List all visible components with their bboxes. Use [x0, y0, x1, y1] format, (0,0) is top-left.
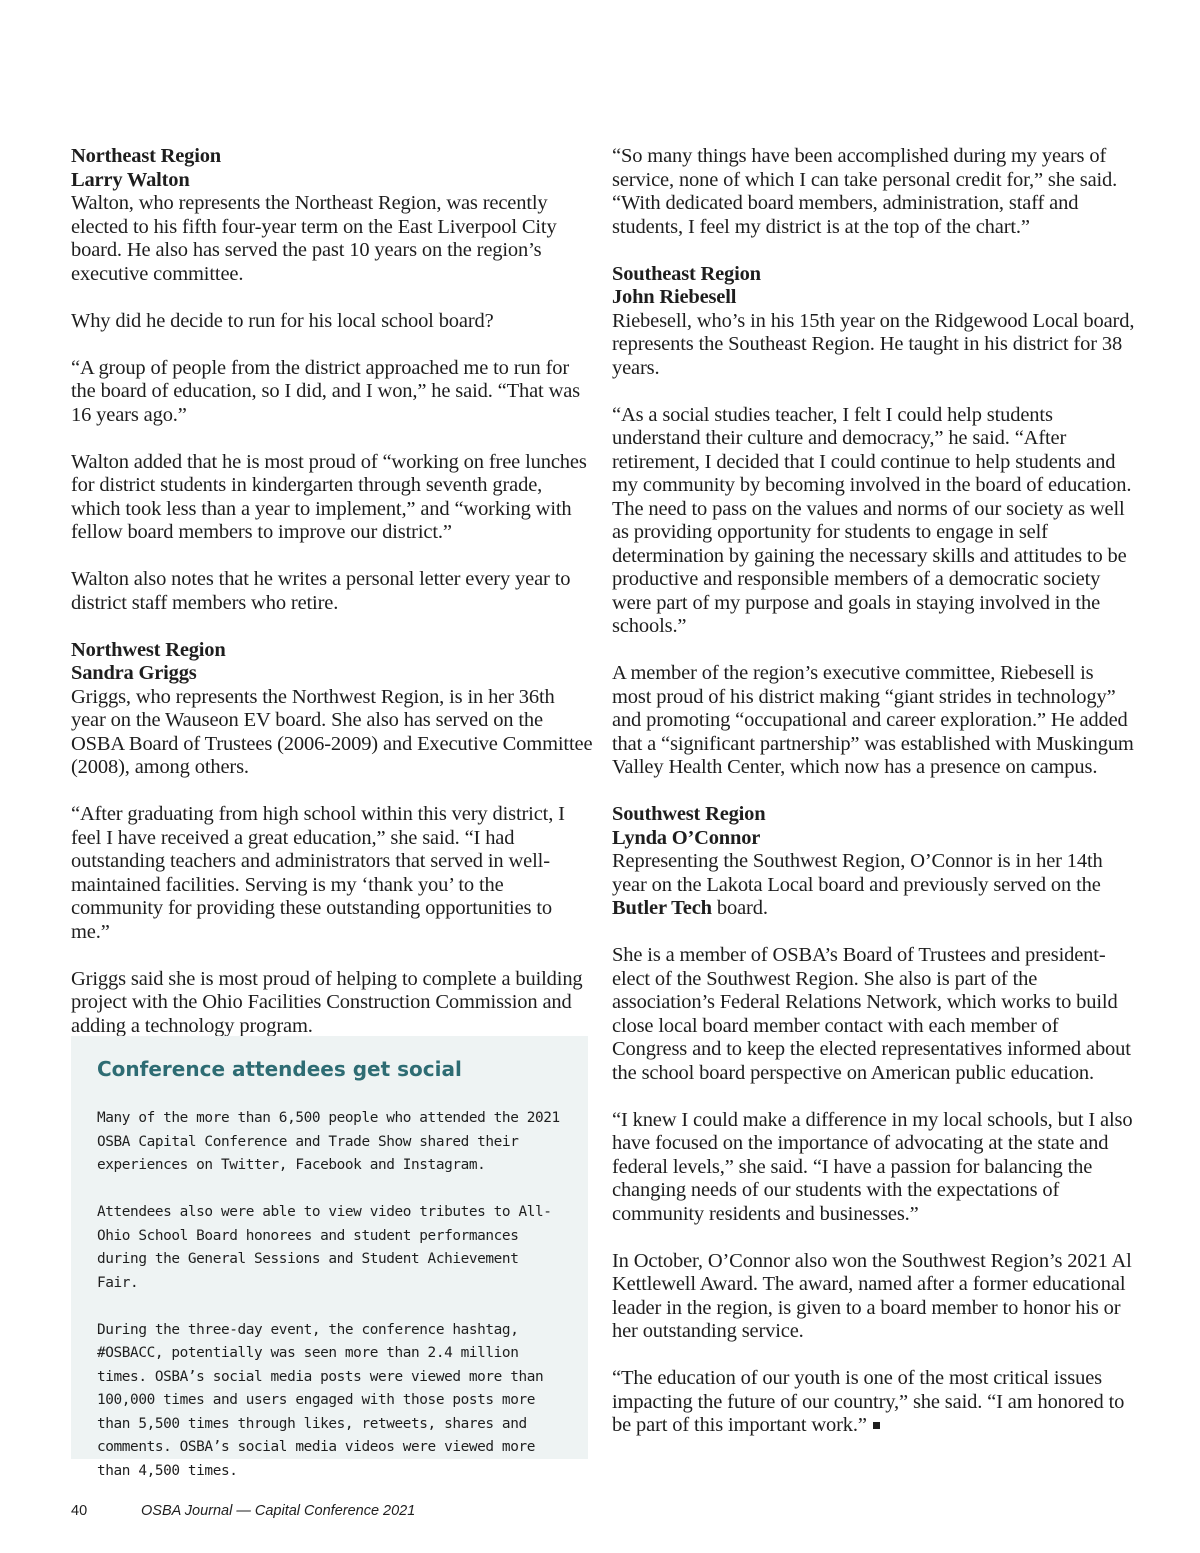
- body-paragraph: She is a member of OSBA’s Board of Trustees and president-elect of the Southwest Region. She also is part of the association’s Federal Relations Network, which works to build close local board member contact with each member of Congress and to keep the elected representatives informed about the school board perspective on American public education.: [612, 944, 1131, 1084]
- southeast-section: [612, 263, 1136, 780]
- left-column: [71, 145, 593, 1038]
- body-paragraph: Walton added that he is most proud of “working on free lunches for district students in kindergarten through seventh grade, which took less than a year to implement,” and “working with fellow board members to improve our district.”: [71, 450, 587, 543]
- northwest-section: [71, 639, 593, 1039]
- right-column: [612, 145, 1136, 1438]
- body-paragraph: Riebesell, who’s in his 15th year on the Ridgewood Local board, represents the Southeast Region. He taught in his district for 38 years.: [612, 309, 1135, 379]
- text-run: Representing the Southwest Region, O’Connor is in her 14th year on the Lakota Local board and previously served on the: [612, 850, 1103, 896]
- member-name: Sandra Griggs: [71, 662, 197, 684]
- end-of-article-icon: [873, 1422, 880, 1429]
- body-paragraph: “A group of people from the district approached me to run for the board of education, so I did, and I won,” he said. “That was 16 years ago.”: [71, 356, 581, 426]
- member-name: Lynda O’Connor: [612, 826, 761, 849]
- body-paragraph: “After graduating from high school within this very district, I feel I have received a great education,” she said. “I had outstanding teachers and administrators that served in well-maintained facilities. Serving is my ‘thank you’ to the community for providing these outstanding opportunities to me.”: [71, 803, 565, 943]
- body-paragraph: In October, O’Connor also won the Southwest Region’s 2021 Al Kettlewell Award. The award, named after a former educational leader in the region, is given to a board member to honor his or her outstanding service.: [612, 1249, 1132, 1342]
- body-paragraph: Walton also notes that he writes a personal letter every year to district staff members who retire.: [71, 568, 571, 614]
- sidebar-paragraph: During the three-day event, the conference hashtag, #OSBACC, potentially was seen more than 2.4 million times. OSBA’s social media posts were viewed more than 100,000 times and users engaged with those posts more than 5,500 times through likes, retweets, shares and comments. OSBA’s social media videos were viewed more than 4,500 times.: [97, 1321, 544, 1479]
- bold-text-run: Butler Tech: [612, 897, 712, 919]
- text-run: “The education of our youth is one of the most critical issues impacting the future of our country,” she said. “I am honored to be part of this important work.”: [612, 1367, 1125, 1436]
- body-paragraph: [612, 850, 1136, 921]
- member-name: John Riebesell: [612, 286, 737, 308]
- region-heading: Southeast Region: [612, 262, 761, 285]
- body-paragraph: Griggs, who represents the Northwest Region, is in her 36th year on the Wauseon EV board. She also has served on the OSBA Board of Trustees (2006-2009) and Executive Committee (2008), among others.: [71, 685, 593, 778]
- intro-quote: “So many things have been accomplished during my years of service, none of which I can take personal credit for,” she said. “With dedicated board members, administration, staff and students, I feel my district is at the top of the chart.”: [612, 145, 1118, 238]
- sidebar-paragraph: Many of the more than 6,500 people who attended the 2021 OSBA Capital Conference and Trade Show shared their experiences on Twitter, Facebook and Instagram.: [97, 1110, 560, 1173]
- southwest-section: [612, 803, 1136, 1438]
- region-heading: Northeast Region: [71, 145, 221, 167]
- body-paragraph: Walton, who represents the Northeast Region, was recently elected to his fifth four-year term on the East Liverpool City board. He also has served the past 10 years on the region’s executive committee.: [71, 192, 557, 285]
- closing-paragraph: [612, 1367, 1136, 1438]
- body-paragraph: “I knew I could make a difference in my local schools, but I also have focused on the importance of advocating at the state and federal levels,” she said. “I have a passion for balancing the changing needs of our students with the expectations of community residents and businesses.”: [612, 1108, 1133, 1225]
- sidebar-paragraph: Attendees also were able to view video tributes to All-Ohio School Board honorees and student performances during the General Sessions and Student Achievement Fair.: [97, 1204, 552, 1291]
- body-paragraph: Griggs said she is most proud of helping to complete a building project with the Ohio Facilities Construction Commission and adding a technology program.: [71, 967, 583, 1037]
- social-sidebar-box: [71, 1036, 588, 1479]
- sidebar-title: Conference attendees get social: [97, 1057, 462, 1081]
- journal-title: OSBA Journal — Capital Conference 2021: [141, 1503, 416, 1519]
- body-paragraph: A member of the region’s executive committee, Riebesell is most proud of his district making “giant strides in technology” and promoting “occupational and career exploration.” He added that a “significant partnership” was established with Muskingum Valley Health Center, which now has a presence on campus.: [612, 662, 1134, 778]
- member-name: Larry Walton: [71, 168, 190, 191]
- page-number: 40: [71, 1503, 88, 1519]
- body-paragraph: “As a social studies teacher, I felt I could help students understand their culture and democracy,” he said. “After retirement, I decided that I could continue to help students and my community by becoming involved in the board of education. The need to pass on the values and norms of our society as well as providing opportunity for students to engage in self determination by gaining the necessary skills and attitudes to be productive and responsible members of a democratic society were part of my purpose and goals in staying involved in the schools.”: [612, 403, 1132, 637]
- northeast-section: [71, 145, 593, 615]
- region-heading: Southwest Region: [612, 803, 766, 825]
- body-paragraph: Why did he decide to run for his local school board?: [71, 309, 494, 332]
- text-run: board.: [711, 897, 768, 919]
- region-heading: Northwest Region: [71, 638, 226, 661]
